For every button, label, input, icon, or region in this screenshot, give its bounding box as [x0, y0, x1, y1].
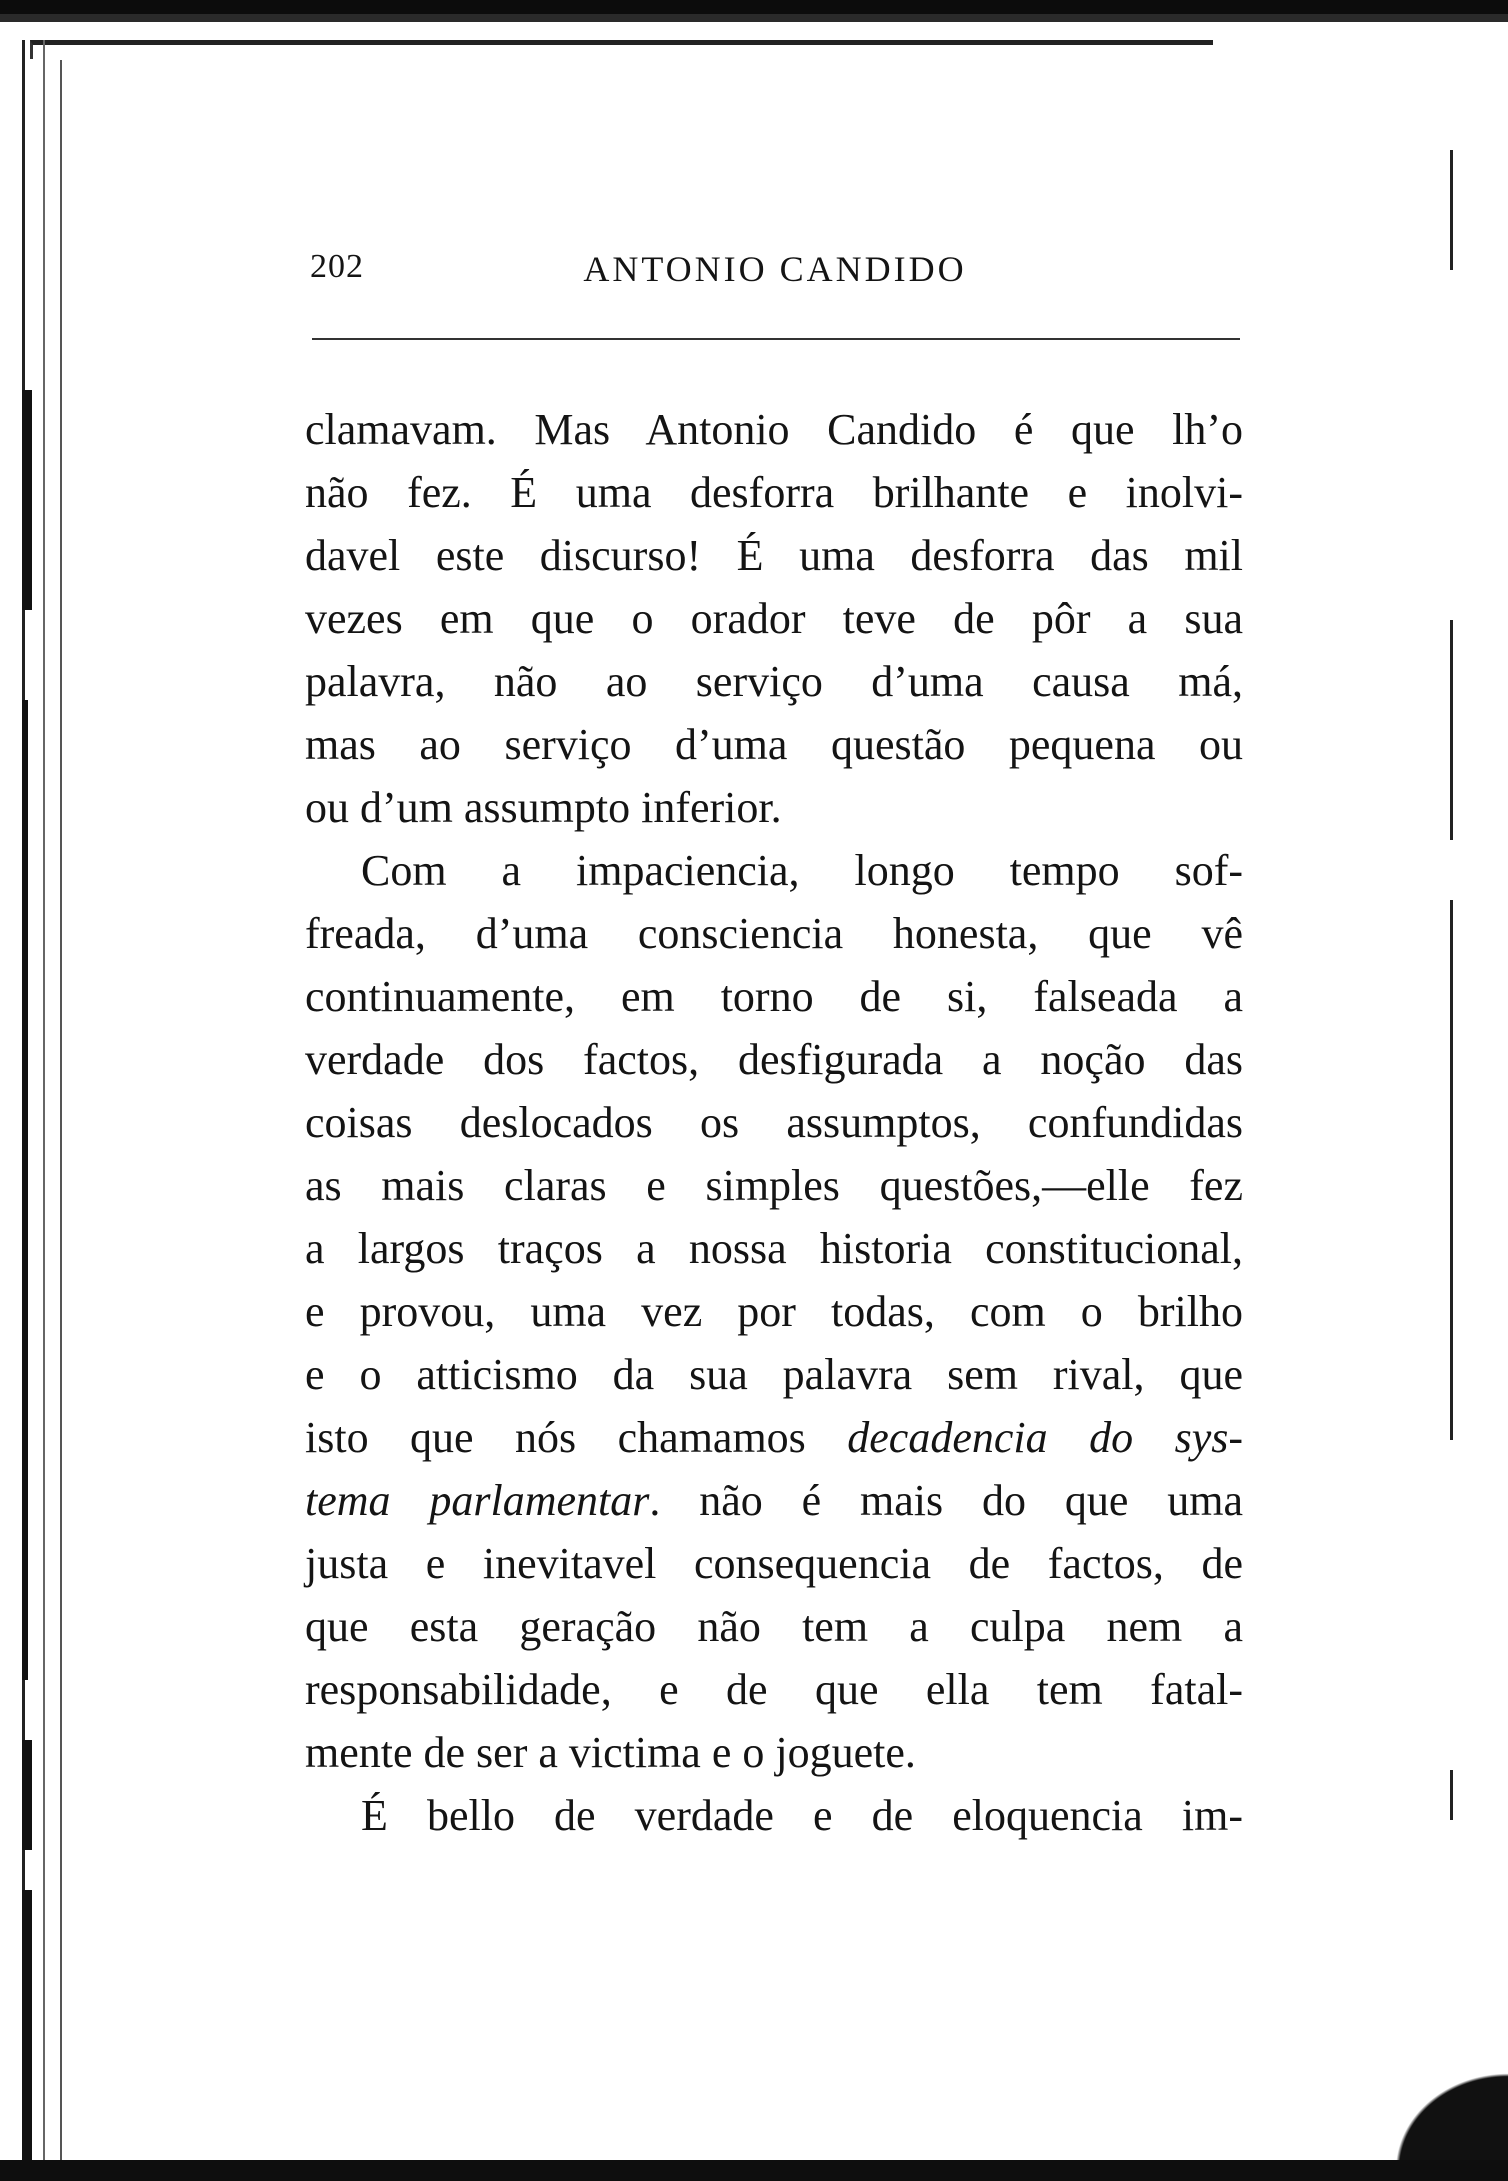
- scan-binding-inner: [60, 60, 70, 2181]
- text-line: mas ao serviço d’uma questão pequena ou: [305, 720, 1243, 769]
- text-line: as mais claras e simples questões,—elle fez: [305, 1161, 1243, 1210]
- text-line: justa e inevitavel consequencia de factos, de: [305, 1539, 1243, 1588]
- scan-top-edge: [0, 0, 1508, 36]
- text-line-mixed: [305, 1469, 1243, 1532]
- text-line: Com a impaciencia, longo tempo sof-: [361, 846, 1243, 895]
- text-line: coisas deslocados os assumptos, confundidas: [305, 1098, 1243, 1147]
- text-line: e o atticismo da sua palavra sem rival, que: [305, 1350, 1243, 1399]
- text-run: isto que nós chamamos: [305, 1413, 848, 1462]
- text-line: mente de ser a victima e o joguete.: [305, 1728, 916, 1777]
- text-line-mixed: [305, 1406, 1243, 1469]
- text-line: É bello de verdade e de eloquencia im-: [361, 1791, 1243, 1840]
- scan-margin-rule: [1450, 900, 1453, 1440]
- text-line: e provou, uma vez por todas, com o brilho: [305, 1287, 1243, 1336]
- scan-margin-rule: [1450, 620, 1453, 840]
- scan-book-edge: [30, 40, 1213, 59]
- scan-page-curl: [1380, 2060, 1508, 2170]
- text-line: responsabilidade, e de que ella tem fatal-: [305, 1665, 1243, 1714]
- running-head-title: ANTONIO CANDIDO: [583, 249, 967, 289]
- text-line: davel este discurso! É uma desforra das mil: [305, 531, 1243, 580]
- text-line: palavra, não ao serviço d’uma causa má,: [305, 657, 1243, 706]
- scan-bottom-edge: [0, 2160, 1508, 2181]
- italic-phrase: tema parlamentar: [305, 1476, 650, 1525]
- scan-binding-mark: [22, 1740, 32, 1850]
- text-run: . não é mais do que uma: [649, 1476, 1243, 1525]
- scan-binding-mark: [22, 700, 28, 1680]
- text-line: não fez. É uma desforra brilhante e inolvi-: [305, 468, 1243, 517]
- scan-margin-rule: [1450, 1770, 1453, 1820]
- scan-margin-rule: [1450, 150, 1453, 270]
- text-line: a largos traços a nossa historia constitucional,: [305, 1224, 1243, 1273]
- text-line: continuamente, em torno de si, falseada a: [305, 972, 1243, 1021]
- scan-binding-mark: [22, 1890, 32, 2170]
- text-line: que esta geração não tem a culpa nem a: [305, 1602, 1243, 1651]
- text-line: ou d’um assumpto inferior.: [305, 783, 782, 832]
- scan-binding-mark: [22, 390, 32, 610]
- text-line: verdade dos factos, desfigurada a noção das: [305, 1035, 1243, 1084]
- header-rule: [312, 338, 1240, 340]
- running-head: [310, 248, 1240, 298]
- text-line: vezes em que o orador teve de pôr a sua: [305, 594, 1243, 643]
- body-text: [305, 398, 1243, 1847]
- page-number: 202: [310, 248, 364, 285]
- italic-phrase: decadencia do sys-: [847, 1413, 1243, 1462]
- text-line: clamavam. Mas Antonio Candido é que lh’o: [305, 405, 1243, 454]
- text-line: freada, d’uma consciencia honesta, que vê: [305, 909, 1243, 958]
